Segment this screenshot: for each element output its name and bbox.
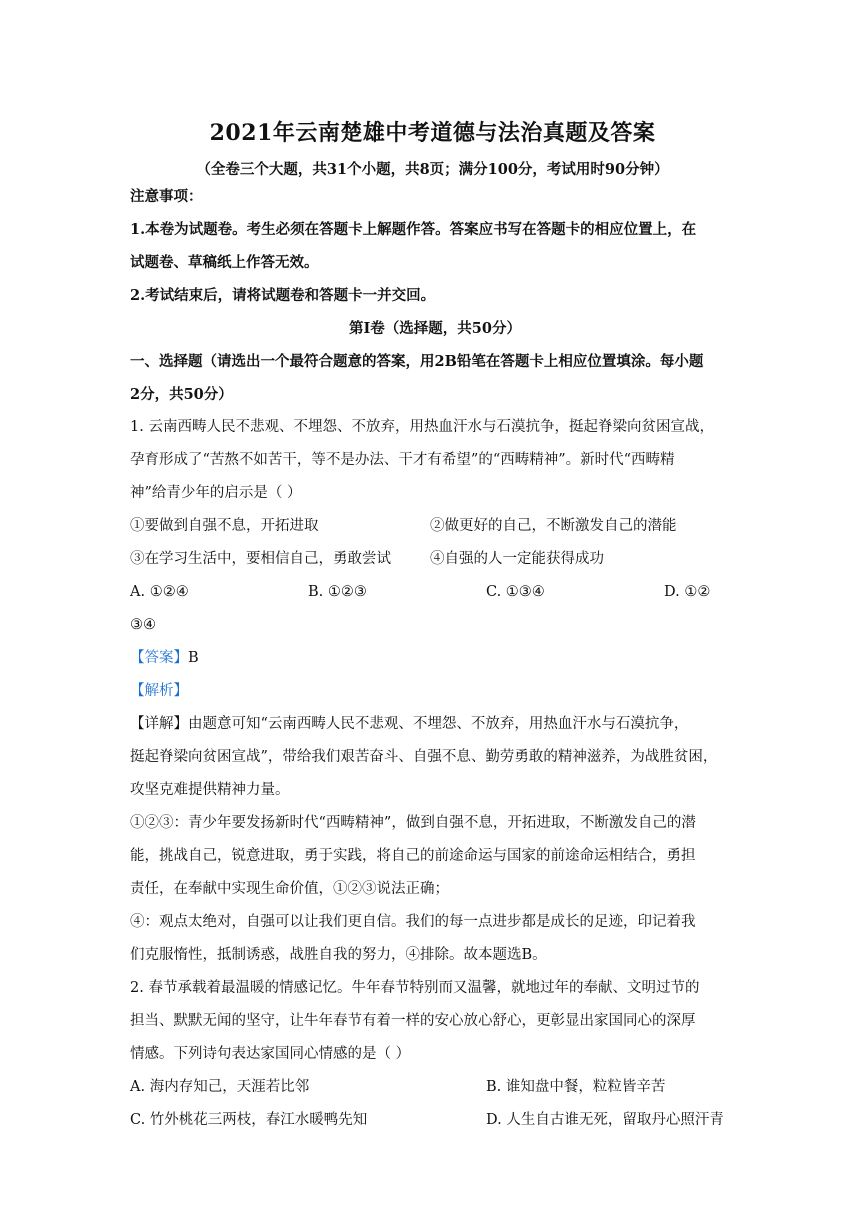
q1-stem-line-1: 1. 云南西畴人民不悲观、不埋怨、不放弃，用热血汗水与石漠抗争，挺起脊梁向贫困宣战， — [130, 419, 714, 435]
q1-stem-line-2: 孕育形成了“苦熬不如苦干，等不是办法、干才有希望”的“西畴精神”。新时代“西畴精 — [130, 452, 675, 468]
q1-explain-1-line-2: 能，挑战自己，锐意进取，勇于实践，将自己的前途命运与国家的前途命运相结合，勇担 — [130, 848, 696, 864]
q2-option-a: A. 海内存知己，天涯若比邻 — [130, 1079, 310, 1095]
q2-options-row-2 — [130, 1104, 740, 1137]
q2-option-d: D. 人生自古谁无死，留取丹心照汗青 — [486, 1112, 724, 1128]
q1-statements-row-2 — [130, 543, 740, 576]
answer-tag: 【答案】 — [130, 650, 188, 666]
document-title: 2021年云南楚雄中考道德与法治真题及答案 — [209, 120, 656, 146]
q2-stem-line-1: 2. 春节承载着最温暖的情感记忆。牛年春节特别而又温馨，就地过年的奉献、文明过节的 — [130, 980, 700, 996]
q1-option-b: B. ①②③ — [308, 584, 367, 600]
exam-info: （全卷三个大题，共31个小题，共8页；满分100分，考试用时90分钟） — [196, 161, 669, 178]
q1-option-a: A. ①②④ — [130, 584, 189, 600]
notes-heading: 注意事项： — [130, 188, 203, 205]
q1-statement-3: ③在学习生活中，要相信自己，勇敢尝试 — [130, 551, 391, 567]
q2-options-row-1 — [130, 1071, 740, 1104]
q1-explain-1-line-1: ①②③：青少年要发扬新时代“西畴精神”，做到自强不息，开拓进取，不断激发自己的潜 — [130, 815, 696, 831]
q1-option-c: C. ①③④ — [486, 584, 545, 600]
q1-stem-line-3: 神”给青少年的启示是（ ） — [130, 485, 302, 501]
section-instructions-2: 2分，共50分） — [130, 386, 233, 403]
q2-stem-line-3: 情感。下列诗句表达家国同心情感的是（ ） — [130, 1046, 411, 1062]
q1-explain-2-line-1: ④：观点太绝对，自强可以让我们更自信。我们的每一点进步都是成长的足迹，印记着我 — [130, 914, 696, 930]
q1-statement-2: ②做更好的自己，不断激发自己的潜能 — [430, 518, 677, 534]
section-instructions-1: 一、选择题（请选出一个最符合题意的答案，用2B铅笔在答题卡上相应位置填涂。每小题 — [130, 353, 704, 370]
q1-explain-2-line-2: 们克服惰性，抵制诱惑，战胜自我的努力，④排除。故本题选B。 — [130, 947, 547, 963]
q1-answer — [130, 642, 740, 675]
analysis-tag: 【解析】 — [130, 683, 188, 699]
detail-tag: 【详解】 — [130, 716, 188, 732]
q1-statements-row-1 — [130, 510, 740, 543]
q2-option-b: B. 谁知盘中餐，粒粒皆辛苦 — [486, 1079, 666, 1095]
note-2: 2.考试结束后，请将试题卷和答题卡一并交回。 — [130, 287, 436, 304]
answer-value: B — [188, 650, 199, 666]
q1-detail-line-3: 攻坚克难提供精神力量。 — [130, 782, 290, 798]
q1-statement-4: ④自强的人一定能获得成功 — [430, 551, 604, 567]
q1-options — [130, 576, 740, 609]
document-body — [130, 180, 740, 1137]
q1-option-d-continued: ③④ — [130, 617, 156, 633]
q1-option-d: D. ①② — [664, 584, 711, 600]
q2-option-c: C. 竹外桃花三两枝，春江水暖鸭先知 — [130, 1112, 368, 1128]
q1-explain-1-line-3: 责任，在奉献中实现生命价值，①②③说法正确； — [130, 881, 449, 897]
note-1-line-2: 试题卷、草稿纸上作答无效。 — [130, 254, 319, 271]
q1-detail-line-1 — [130, 708, 740, 741]
section-title: 第Ⅰ卷（选择题，共50分） — [349, 320, 521, 337]
note-1-line-1: 1.本卷为试题卷。考生必须在答题卡上解题作答。答案应书写在答题卡的相应位置上，在 — [130, 221, 697, 238]
q1-statement-1: ①要做到自强不息，开拓进取 — [130, 518, 319, 534]
q1-detail-line-2: 挺起脊梁向贫困宣战”，带给我们艰苦奋斗、自强不息、勤劳勇敢的精神滋养，为战胜贫困， — [130, 749, 718, 765]
detail-text: 由题意可知“云南西畴人民不悲观、不埋怨、不放弃，用热血汗水与石漠抗争， — [188, 716, 689, 732]
q2-stem-line-2: 担当、默默无闻的坚守，让牛年春节有着一样的安心放心舒心，更彰显出家国同心的深厚 — [130, 1013, 696, 1029]
